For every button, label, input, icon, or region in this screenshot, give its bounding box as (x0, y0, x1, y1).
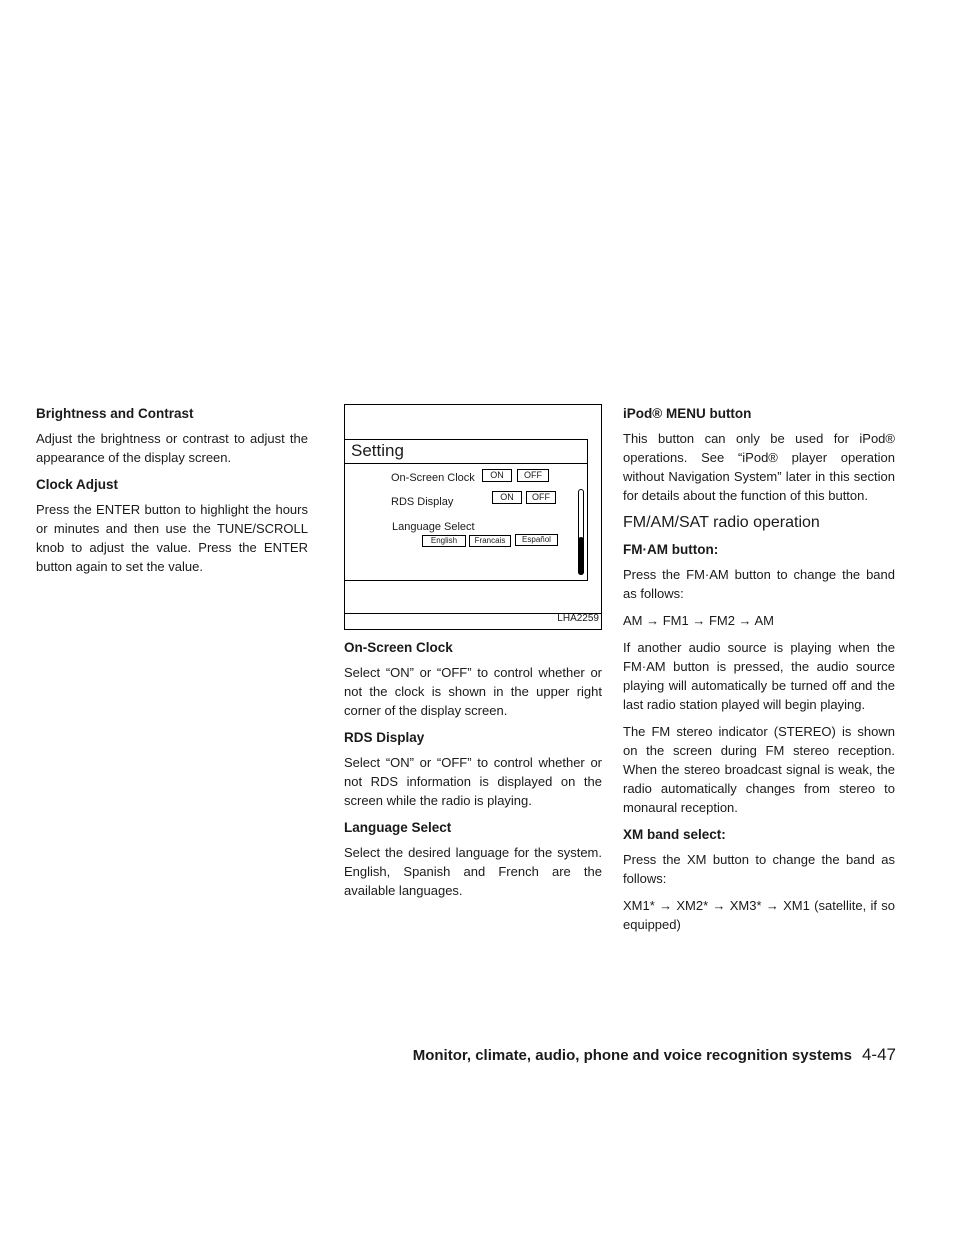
rds-display-on-button[interactable]: ON (492, 491, 522, 504)
paragraph-language-select: Select the desired language for the system. English, Spanish and French are the available languages. (344, 845, 602, 898)
language-select-label: Language Select (392, 521, 475, 533)
paragraph-xm-sequence: XM1* → XM2* → XM3* → XM1 (satellite, if so equipped) (623, 898, 895, 932)
heading-clock-adjust: Clock Adjust (36, 477, 119, 492)
paragraph-brightness-contrast: Adjust the brightness or contrast to adjust the appearance of the display screen. (36, 431, 308, 465)
paragraph-onscreen-clock: Select “ON” or “OFF” to control whether or not the clock is shown in the upper right corner of the display screen. (344, 665, 602, 718)
paragraph-clock-adjust: Press the ENTER button to highlight the hours or minutes and then use the TUNE/SCROLL knob to adjust the value. Press the ENTER button again to set the value. (36, 502, 308, 574)
heading-xm-band-select: XM band select: (623, 827, 726, 842)
page-footer (413, 1045, 896, 1065)
language-english-button[interactable]: English (422, 535, 466, 547)
onscreen-clock-off-button[interactable]: OFF (517, 469, 549, 482)
paragraph-rds-display: Select “ON” or “OFF” to control whether or not RDS information is displayed on the screen while the radio is playing. (344, 755, 602, 808)
screen-title: Setting (351, 441, 404, 460)
heading-fm-am-button: FM·AM button: (623, 542, 719, 557)
figure-code: LHA2259 (557, 613, 599, 624)
paragraph-ipod-menu: This button can only be used for iPod® operations. See “iPod® player operation without Navigation System” later in this section for details about the function of this button. (623, 431, 895, 503)
scrollbar-thumb[interactable] (578, 537, 584, 575)
paragraph-stereo-indicator: The FM stereo indicator (STEREO) is shown on the screen during FM stereo reception. When the stereo broadcast signal is weak, the radio automatically changes from stereo to monaural reception. (623, 724, 895, 815)
right-column (623, 404, 895, 942)
page-number: 4-47 (861, 1045, 896, 1064)
section-heading-radio: FM/AM/SAT radio operation (623, 514, 820, 531)
paragraph-fm-am-sequence: AM → FM1 → FM2 → AM (623, 613, 774, 628)
left-column (36, 404, 308, 584)
heading-brightness-contrast: Brightness and Contrast (36, 406, 194, 421)
heading-language-select: Language Select (344, 820, 452, 835)
middle-column-text (344, 638, 602, 900)
onscreen-clock-label: On-Screen Clock (391, 472, 475, 484)
setting-screen-figure (344, 404, 602, 630)
heading-onscreen-clock: On-Screen Clock (344, 640, 453, 655)
language-espanol-button[interactable]: Español (515, 534, 558, 546)
paragraph-xm-intro: Press the XM button to change the band as follows: (623, 852, 895, 886)
title-divider (345, 463, 588, 464)
rds-display-label: RDS Display (391, 496, 454, 508)
paragraph-fm-am-intro: Press the FM·AM button to change the band as follows: (623, 567, 895, 601)
paragraph-fm-am-switch: If another audio source is playing when the FM·AM button is pressed, the audio source playing will automatically be turned off and the last radio station played will begin playing. (623, 640, 895, 712)
footer-title: Monitor, climate, audio, phone and voice recognition systems (412, 1047, 852, 1064)
heading-ipod-menu: iPod® MENU button (623, 406, 752, 421)
setting-screen (345, 439, 588, 581)
heading-rds-display: RDS Display (344, 730, 425, 745)
rds-display-off-button[interactable]: OFF (526, 491, 556, 504)
onscreen-clock-on-button[interactable]: ON (482, 469, 512, 482)
middle-column (344, 404, 602, 908)
language-francais-button[interactable]: Francais (469, 535, 511, 547)
